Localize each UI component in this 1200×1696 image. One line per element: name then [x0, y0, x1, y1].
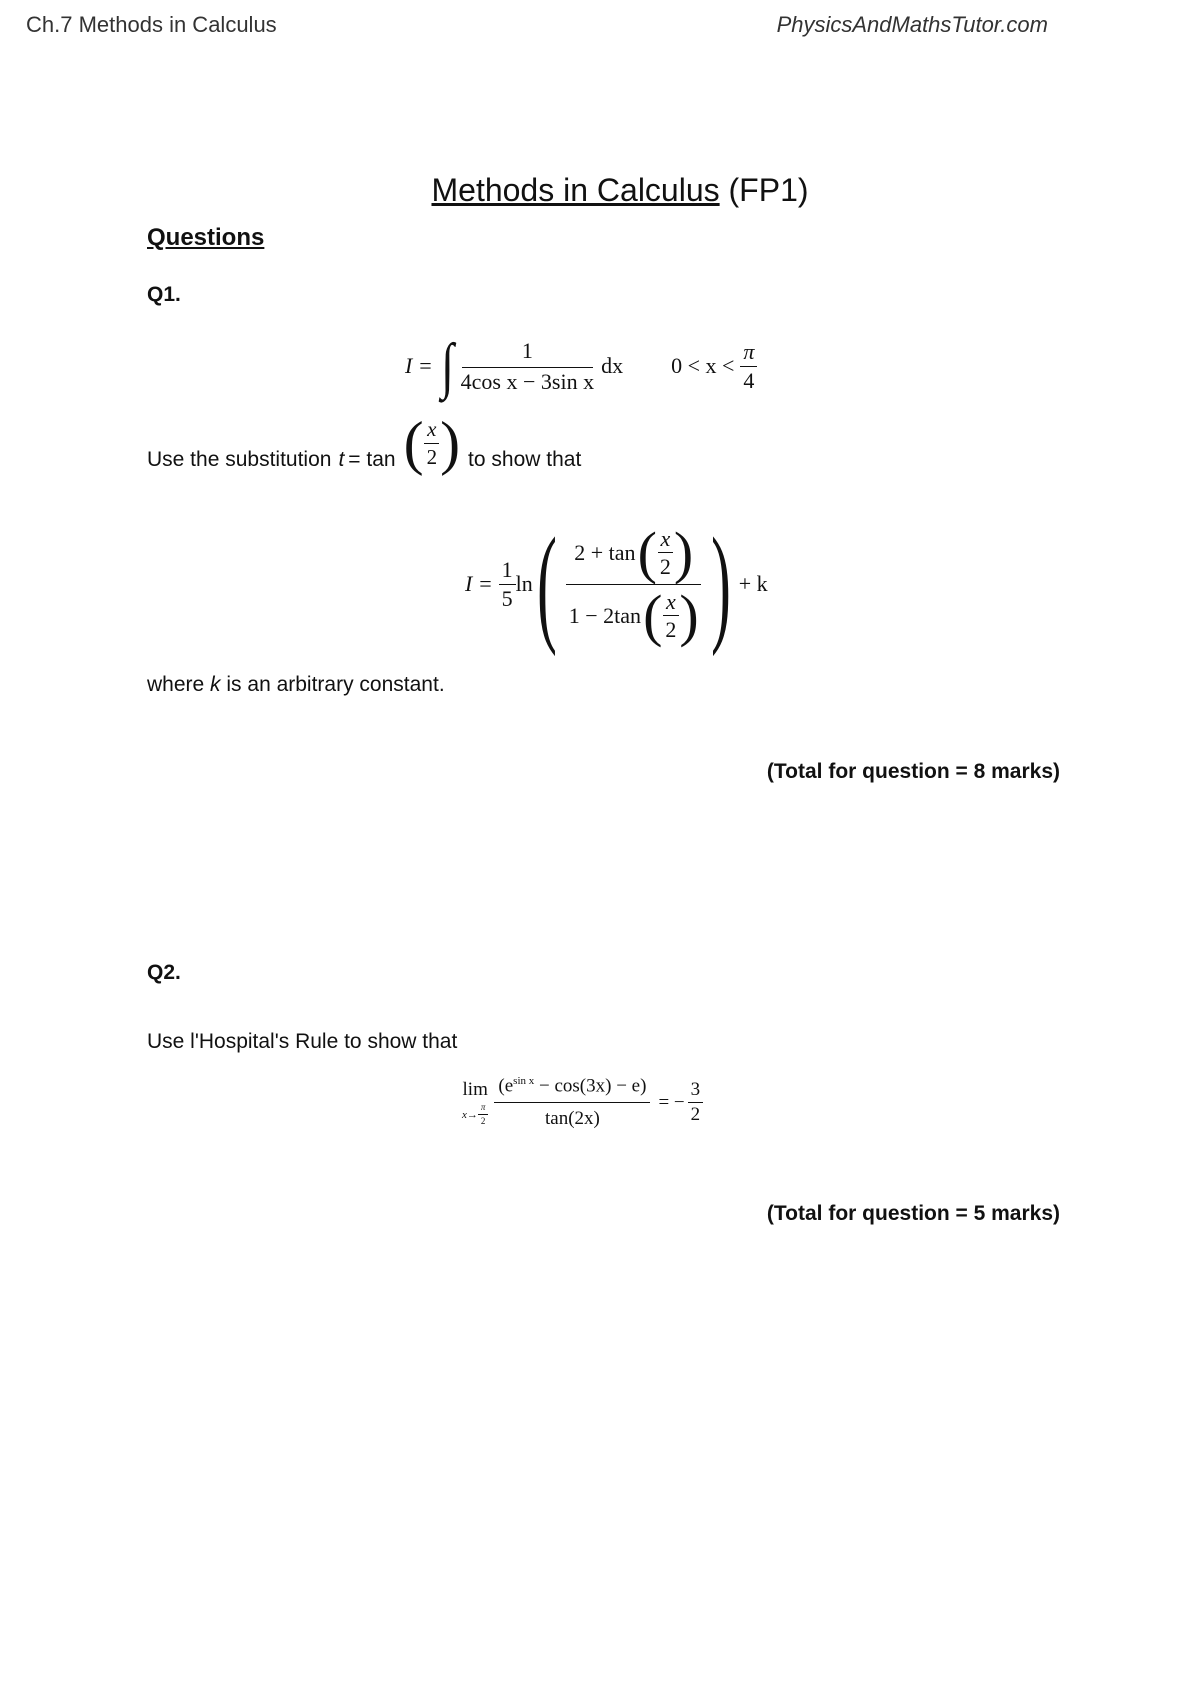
q1-result-lhs: I = [465, 571, 493, 596]
q1-bottom-prefix: 1 − 2tan [568, 602, 642, 628]
q1-integral-numerator: 1 [462, 339, 593, 367]
q1-sub-eq: = tan [348, 448, 396, 471]
q2-num-rest: − cos(3x) − e) [534, 1075, 647, 1097]
q1-sub-text-before: Use the substitution [147, 448, 332, 471]
header-chapter: Ch.7 Methods in Calculus [26, 12, 277, 37]
q1-bottom-half-den: 2 [665, 617, 677, 642]
q1-range-num: π [740, 340, 757, 366]
integral-sign-icon: ∫ [440, 332, 454, 400]
q2-lim-block [462, 1079, 488, 1127]
section-heading: Questions [147, 224, 265, 251]
q2-equals: = − [658, 1091, 685, 1113]
q1-marks: (Total for question = 8 marks) [766, 760, 1060, 783]
q2-marks: (Total for question = 5 marks) [766, 1202, 1060, 1225]
q1-coef-num: 1 [499, 558, 516, 584]
q1-sub-text-after: to show that [468, 448, 582, 471]
q1-bottom-half-num: x [663, 590, 679, 616]
q1-integral [405, 332, 757, 400]
page-title [0, 172, 1200, 209]
q1-where-line [147, 673, 445, 697]
q1-label: Q1. [147, 283, 181, 306]
header-site: PhysicsAndMathsTutor.com [776, 12, 1048, 37]
q2-den: tan(2x) [544, 1108, 600, 1130]
q2-num-sup: sin x [513, 1075, 535, 1087]
q1-sub-half-den: 2 [426, 444, 438, 469]
q1-sub-var: t [338, 448, 345, 471]
q1-where-before: where [147, 673, 205, 696]
q2-lim-sub-den: 2 [480, 1116, 486, 1127]
q2-res-num: 3 [688, 1080, 704, 1103]
q1-where-var: k [210, 673, 221, 696]
q1-ln: ln [515, 571, 533, 596]
q1-integral-lhs: I = [405, 353, 433, 378]
q1-tail: + k [738, 571, 768, 596]
q1-top-half-den: 2 [659, 554, 671, 579]
q2-num-open: (e [498, 1075, 514, 1097]
q2-limit [462, 1076, 703, 1129]
q2-res-den: 2 [690, 1104, 701, 1126]
title-sub: (FP1) [728, 172, 809, 208]
q1-sub-half: ( $\frac{x}{2}$ ) [403, 410, 461, 476]
q1-sub-half-num: x [424, 418, 439, 443]
q2-lim-sub: x→ [462, 1108, 478, 1121]
q1-coef-den: 5 [501, 585, 513, 611]
title-main: Methods in Calculus [431, 172, 720, 208]
q2-label: Q2. [147, 961, 181, 984]
q2-lim-sub-num: π [478, 1103, 489, 1115]
q2-main-fraction [494, 1076, 650, 1129]
q1-range: 0 < x < [671, 353, 735, 378]
q1-integral-denominator: 4cos x − 3sin x [460, 368, 595, 394]
q2-lim: lim [462, 1078, 488, 1100]
q1-top-half-num: x [658, 527, 674, 553]
q1-range-fraction [740, 340, 757, 391]
q1-range-den: 4 [743, 367, 755, 393]
q2-text: Use l'Hospital's Rule to show that [147, 1030, 458, 1053]
q1-substitution-line [147, 410, 582, 496]
q1-result: I = $\frac{1}{5}$ ln ( 2 + tan ( $\frac{x}{2}$ ) 1 − 2tan ( $\frac{x}{2}$ ) ) + k [465, 510, 768, 657]
q1-where-after: is an arbitrary constant. [226, 673, 445, 696]
q1-top-prefix: 2 + tan [574, 539, 636, 565]
q1-integral-fraction [458, 339, 597, 392]
q1-integral-dx: dx [601, 353, 624, 378]
